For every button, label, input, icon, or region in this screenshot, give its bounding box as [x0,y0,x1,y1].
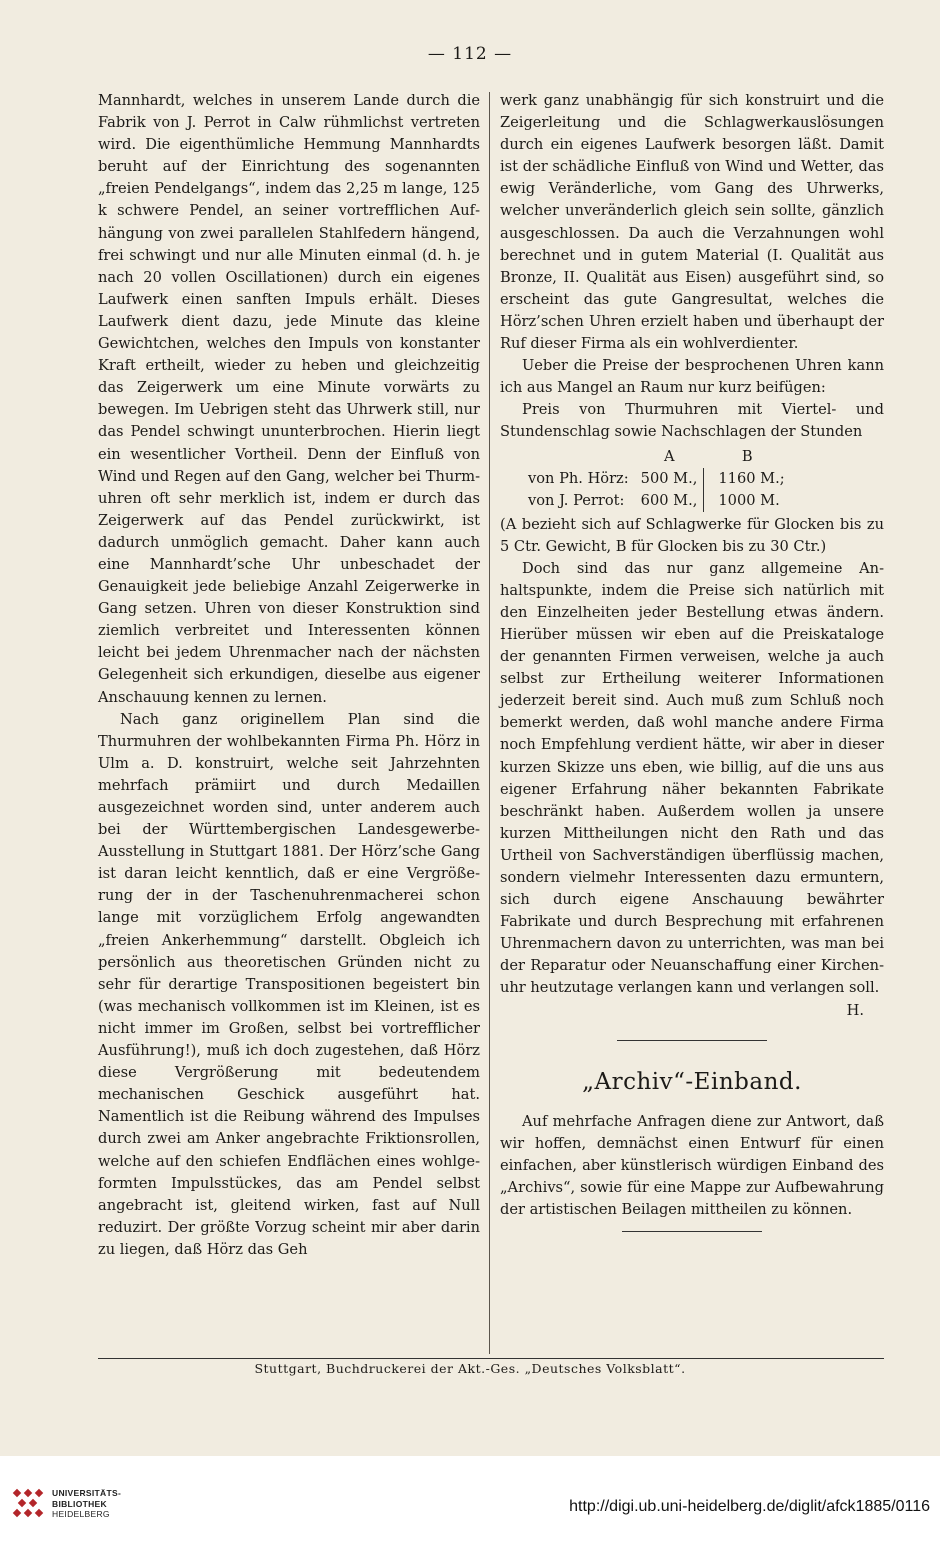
price-b: 1000 M. [704,490,791,512]
right-paragraph-1: werk ganz unabhängig für sich konstruirt und die Zeigerleitung und die Schlagwerkauslösungen durch ein eigenes Laufwerk besorgen läßt. Damit ist der schädliche Einfluß von Wind und Wetter, das ewig Veränderliche, vom Gang des Uhrwerks, welcher unveränderlich gleich sein sollte, gänzlich ausgeschlossen. Da auch die Verzahnungen wohl berechnet und in gutem Material (I. Qualität aus Bronze, II. Qualität aus Eisen) ausgeführt sind, so erscheint das gute Gangresultat, welches die Hörz’schen Uhren erzielt haben und überhaupt der Ruf dieser Firma als ein wohlverdienter. [500,92,884,353]
right-paragraph-3: Preis von Thurmuhren mit Viertel- und Stundenschlag sowie Nachschlagen der Stunden [500,401,884,441]
column-divider [489,92,490,1354]
left-paragraph-2: Nach ganz originellem Plan sind die Thurmuhren der wohlbekannten Firma Ph. Hörz in Ulm a. D. konstruirt, welche seit Jahrzehnten mehrfach prämiirt und durch Medaillen ausgezeichnet worden sind, unter anderem auch bei der Württembergischen Landesgewerbe-Ausstellung in Stuttgart 1881. Der Hörz’sche Gang ist daran leicht kenntlich, daß er eine Vergrößerung der in der Taschenuhrenmacherei schon lange mit vorzüglichem Erfolg angewandten „freien Ankerhemmung“ darstellt. Obgleich ich persönlich aus theoretischen Gründen nicht zu sehr für derartige Transpositionen begeistert bin (was mechanisch vollkommen ist im Kleinen, ist es nicht immer im Großen, selbst bei vortrefflicher Ausführung!), muß ich doch zugestehen, daß Hörz diese Vergrößerung mit bedeutendem mechanischen Geschick ausgeführt hat. Namentlich ist die Reibung während des Impulses durch zwei am Anker angebrachte Friktionsrollen, welche auf den schiefen Endflächen eines wohlgeformten Impulsstückes, das am Pendel selbst angebracht ist, gleitend wirken, fast auf Null reduzirt. Der größte Vorzug scheint mir aber darin zu liegen, daß Hörz das Geh [98,710,480,1258]
left-paragraph-1: Mannhardt, welches in unserem Lande durch die Fabrik von J. Perrot in Calw rühmlichst vertreten wird. Die eigenthümliche Hemmung Mannhardts beruht auf der Einrichtung des sogenannten „freien Pendelgangs“, indem das 2,25 m lange, 125 k schwere Pendel, an seiner vortrefflichen Aufhängung von zwei parallelen Stahlfedern hängend, frei schwingt und nur alle Minuten einmal (d. h. je nach 20 vollen Oscillationen) durch ein eigenes Laufwerk einen sanften Impuls erhält. Dieses Laufwerk dient dazu, jede Minute das kleine Gewichtchen, welches den Impuls von konstanter Kraft ertheilt, wieder zu heben und gleichzeitig das Zeigerwerk um eine Minute vorwärts zu bewegen. Im Uebrigen steht das Uhrwerk still, nur das Pendel schwingt ununterbrochen. Hierin liegt ein wesentlicher Vortheil. Denn der Einfluß von Wind und Regen auf den Gang, welcher bei Thurmuhren oft sehr merklich ist, indem er durch das Zeigerwerk auf das Pendel zurückwirkt, ist dadurch unmöglich gemacht. Daher kann auch eine Mannhardt’sche Uhr unbeschadet der Genauigkeit jede beliebige Anzahl Zeigerwerke in Gang setzen. Uhren von dieser Konstruktion sind ziemlich verbreitet und Interessenten können leicht bei jedem Uhrenmacher nach der nächsten Gelegenheit sich erkundigen, dieselbe aus eigener Anschauung kennen zu lernen. [98,92,480,706]
library-name [52,1488,121,1520]
price-header-label [522,446,635,468]
section-paragraph: Auf mehrfache Anfragen diene zur Antwort, daß wir hoffen, demnächst einen Entwurf für einen einfachen, aber künstlerisch würdigen Einband des „Archivs“, sowie für eine Mappe zur Aufbewahrung der artistischen Beilagen mittheilen zu können. [500,1112,884,1219]
page-number: — 112 — [427,44,513,64]
library-name-line-2: BIBLIOTHEK [52,1498,107,1509]
library-name-line-3: HEIDELBERG [52,1509,110,1519]
price-table-header [522,446,791,468]
price-header-a: A [664,447,675,465]
price-table [522,446,791,512]
table-row [522,468,791,490]
right-paragraph-4: (A bezieht sich auf Schlagwerke für Glocken bis zu 5 Ctr. Gewicht, B für Glocken bis zu 30 Ctr.) [500,515,884,555]
library-logo-icon [10,1486,46,1522]
source-url-link[interactable]: http://digi.ub.uni-heidelberg.de/diglit/afck1885/0116 [569,1498,930,1515]
table-row [522,490,791,512]
right-column [500,90,884,1232]
footer-imprint: Stuttgart, Buchdruckerei der Akt.-Ges. „Deutsches Volksblatt“. [254,1361,686,1376]
price-b: 1160 M.; [704,468,791,490]
price-a: 600 M., [640,491,698,509]
end-rule [622,1231,762,1232]
right-paragraph-2: Ueber die Preise der besprochenen Uhren kann ich aus Mangel an Raum nur kurz beifügen: [500,357,884,397]
library-name-line-1: UNIVERSITÄTS- [52,1488,122,1498]
left-column [98,90,480,1261]
footer-rule [98,1358,884,1359]
price-a: 500 M., [640,469,698,487]
author-signature: H. [846,1001,864,1019]
price-header-b: B [741,447,753,465]
heading-rule [617,1040,767,1041]
price-firm-name: von J. Perrot: [528,491,625,509]
right-paragraph-5: Doch sind das nur ganz allgemeine Anhaltspunkte, indem die Preise sich natürlich mit den Einzelheiten jeder Bestellung etwas ändern. Hierüber müssen wir eben auf die Preiskataloge der genannten Firmen verweisen, welche ja auch selbst zur Ertheilung weiterer Informationen jederzeit bereit sind. Auch muß zum Schluß noch bemerkt werden, daß wohl manche andere Firma noch Empfehlung verdient hätte, wir aber in dieser kurzen Skizze uns eben, wie billig, auf die uns aus eigener Erfahrung näher bekannten Fabrikate beschränkt haben. Außerdem wollen ja unsere kurzen Mittheilungen nicht den Rath und das Urtheil von Sachverständigen überflüssig machen, sondern vielmehr Interessenten dazu ermuntern, sich durch eigene Anschauung bewährter Fabrikate und durch Besprechung mit erfahrenen Uhrenmachern davon zu unterrichten, was man bei der Reparatur oder Neuanschaffung einer Kirchenuhr heutzutage verlangen kann und verlangen soll. [500,559,884,997]
section-heading: „Archiv“-Einband. [582,1068,802,1095]
price-firm-name: von Ph. Hörz: [528,469,629,487]
